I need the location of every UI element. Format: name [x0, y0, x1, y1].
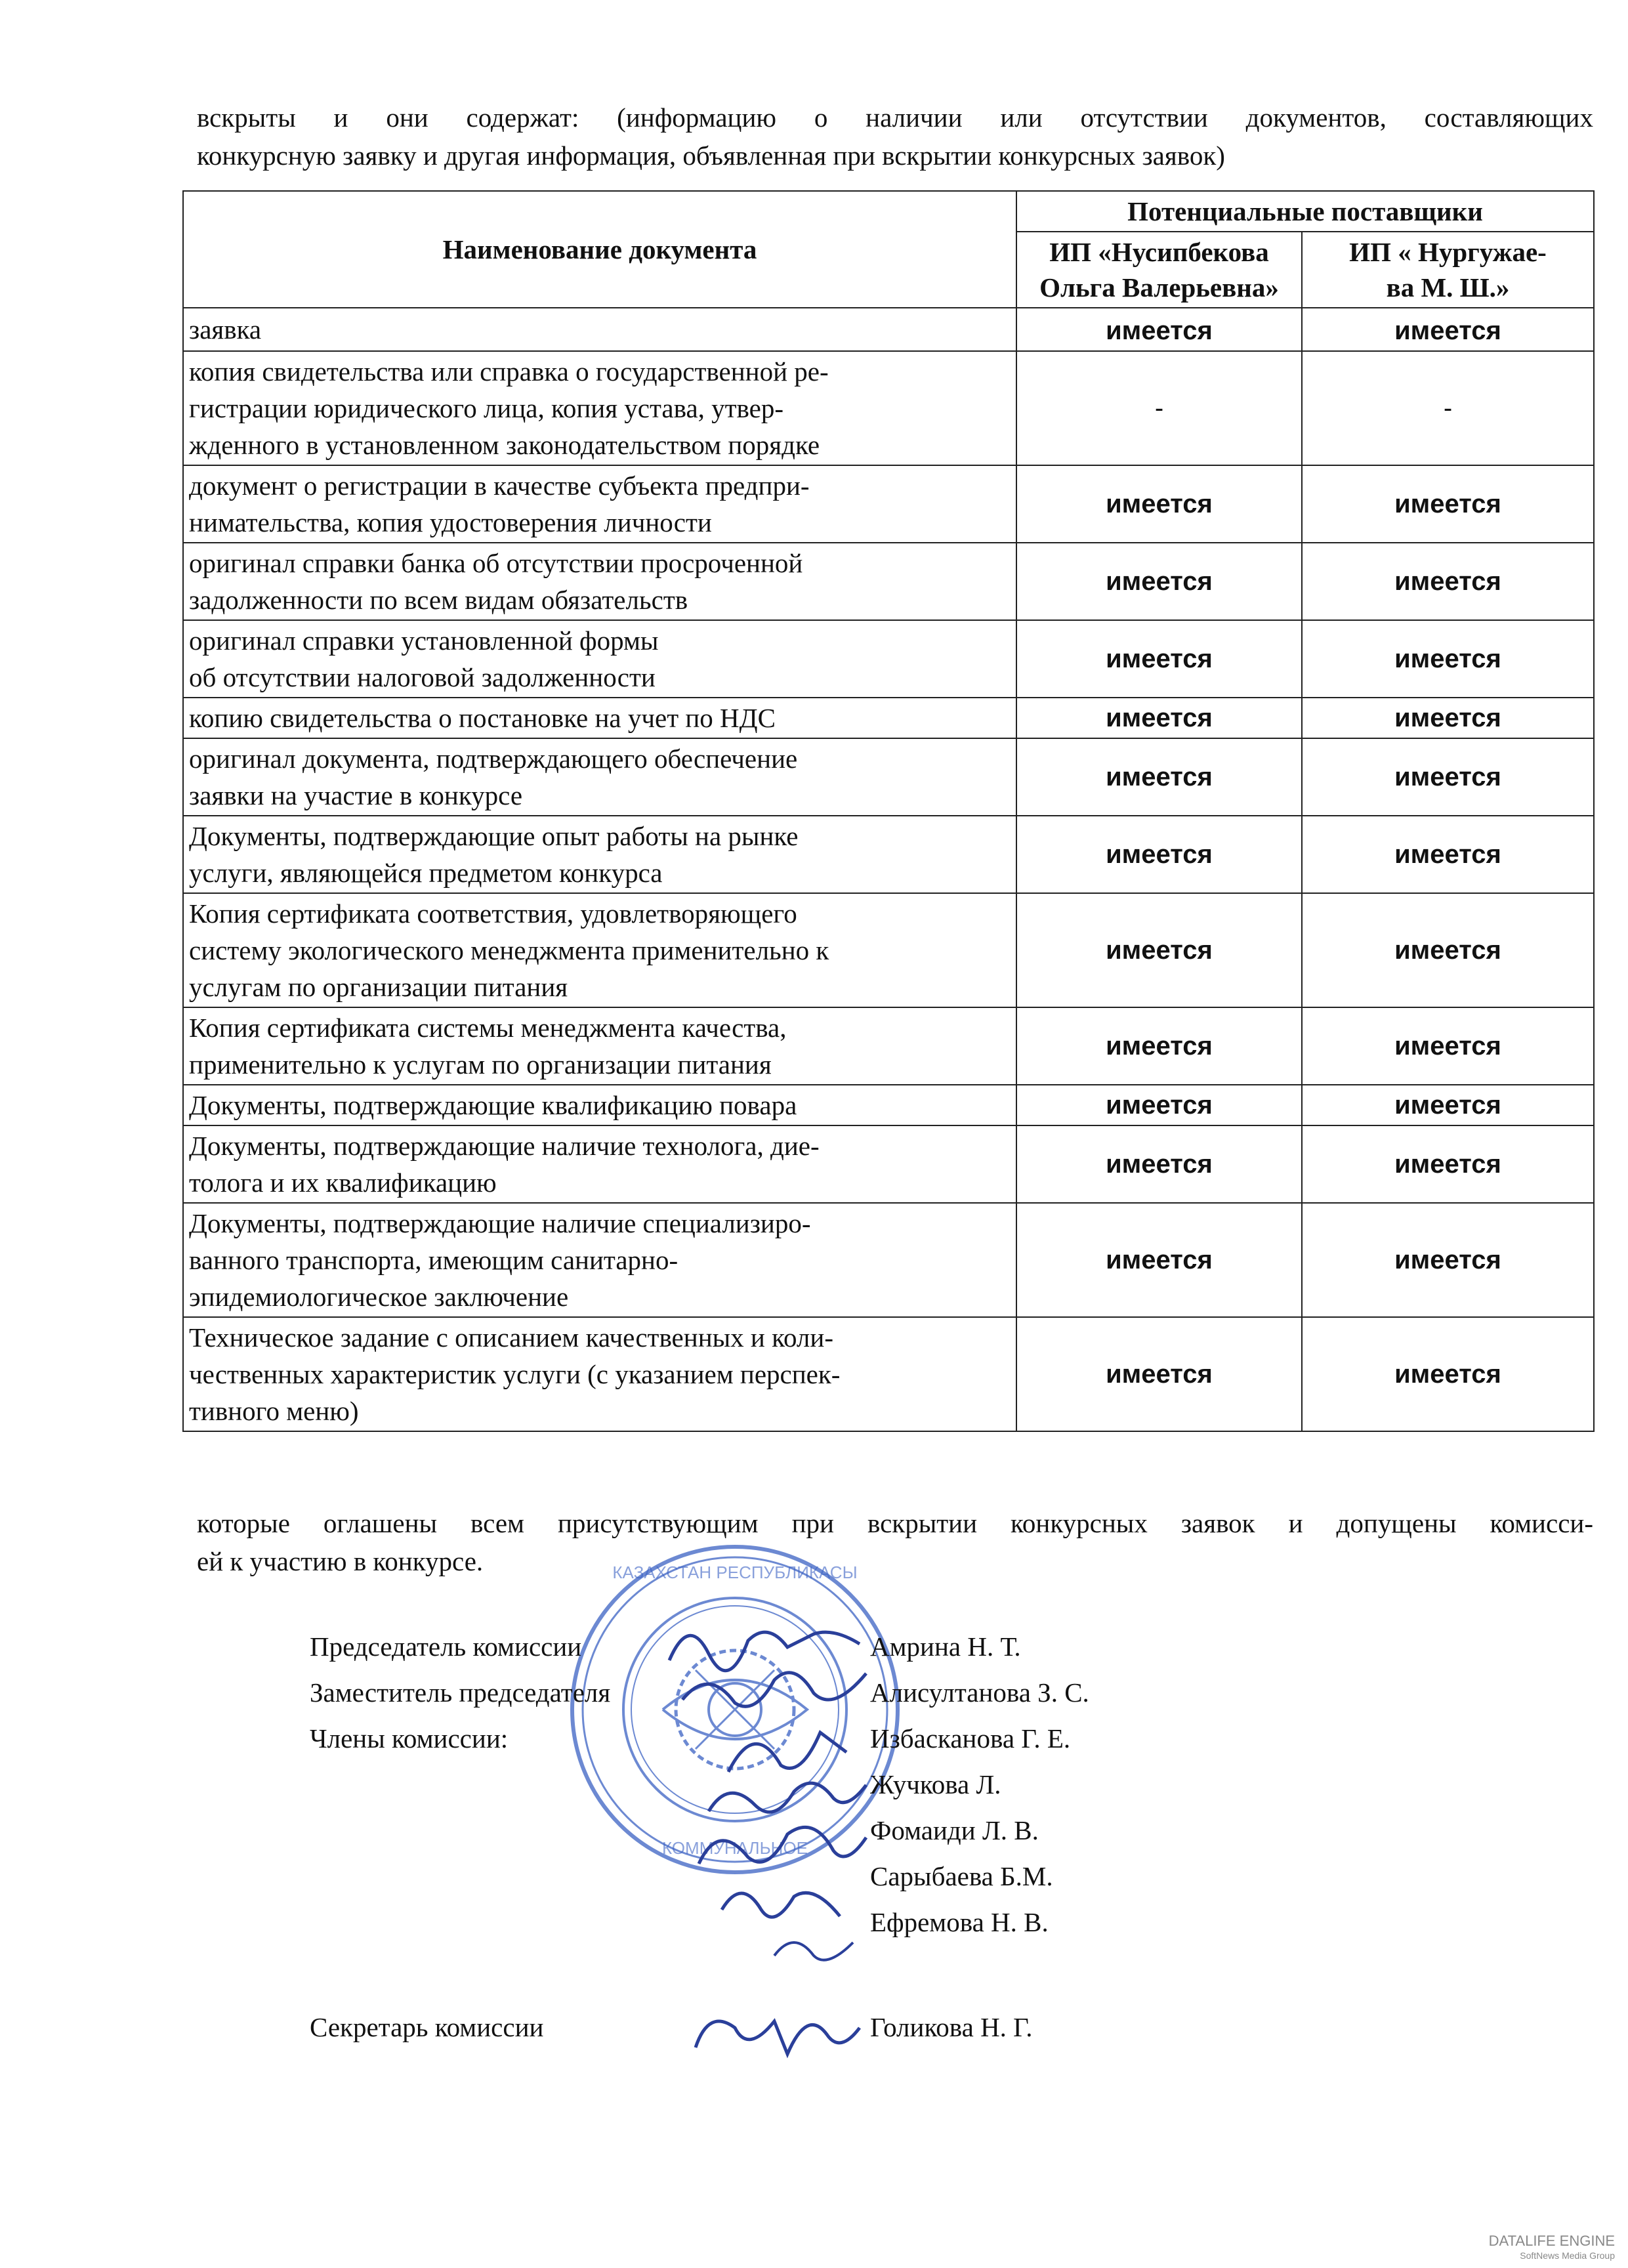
document-name-line: Документы, подтверждающие квалификацию повара — [189, 1090, 797, 1120]
secretary-label: Секретарь комиссии — [310, 2012, 544, 2042]
svg-text:КАЗАХСТАН РЕСПУБЛИКАСЫ: КАЗАХСТАН РЕСПУБЛИКАСЫ — [612, 1563, 858, 1582]
document-name-line: чественных характеристик услуги (с указанием перспек- — [189, 1359, 841, 1389]
document-name-line: систему экологического менеджмента применительно к — [189, 935, 829, 965]
document-name-cell — [183, 738, 1016, 816]
supplier-1-status: имеется — [1016, 1317, 1302, 1431]
table-row — [183, 816, 1594, 893]
document-name-line: применительно к услугам по организации питания — [189, 1049, 772, 1080]
document-name-cell — [183, 1007, 1016, 1085]
document-name-line: документ о регистрации в качестве субъекта предпри- — [189, 471, 810, 501]
document-name-cell — [183, 351, 1016, 465]
closing-line-1: которые оглашены всем присутствующим при вскрытии конкурсных заявок и допущены комисси- — [197, 1508, 1593, 1538]
header-supplier-2 — [1302, 232, 1594, 308]
supplier-1-status: имеется — [1016, 698, 1302, 738]
document-name-cell — [183, 816, 1016, 893]
deputy-name: Алисултанова З. С. — [870, 1677, 1089, 1708]
chair-label: Председатель комиссии — [310, 1631, 582, 1662]
table-row — [183, 1317, 1594, 1431]
supplier-1-status: имеется — [1016, 543, 1302, 620]
supplier-2-status: - — [1302, 351, 1594, 465]
supplier-2-status: имеется — [1302, 1317, 1594, 1431]
document-name-line: копию свидетельства о постановке на учет по НДС — [189, 703, 776, 733]
document-name-cell — [183, 308, 1016, 351]
supplier-1-status: - — [1016, 351, 1302, 465]
document-name-line: задолженности по всем видам обязательств — [189, 585, 688, 615]
intro-paragraph — [197, 98, 1593, 175]
supplier-1-status: имеется — [1016, 1125, 1302, 1203]
signature-member-5 — [768, 1923, 860, 1975]
supplier-2-status: имеется — [1302, 620, 1594, 698]
supplier-2-status: имеется — [1302, 465, 1594, 543]
member-name-2: Жучкова Л. — [870, 1769, 1001, 1799]
document-name-line: Документы, подтверждающие опыт работы на рынке — [189, 821, 799, 851]
member-name-3: Фомаиди Л. В. — [870, 1815, 1039, 1845]
supplier-1-status: имеется — [1016, 1085, 1302, 1125]
document-name-cell — [183, 698, 1016, 738]
document-name-line: услугам по организации питания — [189, 972, 568, 1002]
member-name-5: Ефремова Н. В. — [870, 1907, 1049, 1937]
document-name-line: нимательства, копия удостоверения личности — [189, 507, 712, 537]
document-name-cell — [183, 543, 1016, 620]
table-row — [183, 1125, 1594, 1203]
secretary-name: Голикова Н. Г. — [870, 2012, 1033, 2042]
document-name-line: ванного транспорта, имеющим санитарно- — [189, 1245, 678, 1275]
deputy-label: Заместитель председателя — [310, 1677, 611, 1708]
table-row — [183, 465, 1594, 543]
header-supplier-1 — [1016, 232, 1302, 308]
supplier-2-line-2: ва М. Ш.» — [1386, 272, 1510, 303]
supplier-2-line-1: ИП « Нургужае- — [1349, 237, 1547, 267]
document-name-line: заявка — [189, 314, 262, 345]
document-name-line: Техническое задание с описанием качественных и коли- — [189, 1322, 833, 1353]
table-row — [183, 1007, 1594, 1085]
document-name-line: заявки на участие в конкурсе — [189, 780, 523, 810]
supplier-2-status: имеется — [1302, 698, 1594, 738]
supplier-2-status: имеется — [1302, 1125, 1594, 1203]
supplier-1-status: имеется — [1016, 620, 1302, 698]
table-row — [183, 698, 1594, 738]
supplier-2-status: имеется — [1302, 893, 1594, 1007]
chair-name: Амрина Н. Т. — [870, 1631, 1021, 1662]
document-name-line: Копия сертификата системы менеджмента качества, — [189, 1013, 787, 1043]
document-name-cell — [183, 620, 1016, 698]
document-name-line: тивного меню) — [189, 1396, 359, 1426]
document-name-cell — [183, 1125, 1016, 1203]
document-name-line: толога и их квалификацию — [189, 1167, 497, 1198]
document-name-line: оригинал документа, подтверждающего обеспечение — [189, 744, 798, 774]
supplier-2-status: имеется — [1302, 1085, 1594, 1125]
table-row — [183, 738, 1594, 816]
supplier-1-line-1: ИП «Нусипбекова — [1049, 237, 1269, 267]
table-row — [183, 893, 1594, 1007]
document-name-line: Копия сертификата соответствия, удовлетворяющего — [189, 898, 797, 929]
document-name-cell — [183, 1203, 1016, 1317]
document-name-line: оригинал справки банка об отсутствии просроченной — [189, 548, 803, 578]
members-label: Члены комиссии: — [310, 1723, 509, 1754]
table-row — [183, 1203, 1594, 1317]
supplier-1-status: имеется — [1016, 1203, 1302, 1317]
signature-secretary — [682, 1995, 866, 2074]
document-name-line: гистрации юридического лица, копия устава, утвер- — [189, 393, 784, 423]
supplier-1-line-2: Ольга Валерьевна» — [1039, 272, 1279, 303]
document-name-line: Документы, подтверждающие наличие специализиро- — [189, 1208, 811, 1238]
table-row — [183, 308, 1594, 351]
document-name-cell — [183, 1317, 1016, 1431]
intro-line-1: вскрыты и они содержат: (информацию о наличии или отсутствии документов, составляющих — [197, 102, 1593, 133]
supplier-2-status: имеется — [1302, 308, 1594, 351]
document-name-line: об отсутствии налоговой задолженности — [189, 662, 656, 692]
closing-line-2: ей к участию в конкурсе. — [197, 1546, 484, 1576]
supplier-2-status: имеется — [1302, 816, 1594, 893]
footer-logo-sub: SoftNews Media Group — [1520, 2250, 1615, 2261]
supplier-1-status: имеется — [1016, 308, 1302, 351]
svg-text:КОММУНАЛЬНОЕ: КОММУНАЛЬНОЕ — [661, 1838, 808, 1858]
document-name-cell — [183, 465, 1016, 543]
document-name-line: эпидемиологическое заключение — [189, 1282, 569, 1312]
table-row — [183, 543, 1594, 620]
footer-logo-text: DATALIFE ENGINE — [1488, 2233, 1615, 2249]
supplier-2-status: имеется — [1302, 543, 1594, 620]
header-suppliers: Потенциальные поставщики — [1016, 191, 1594, 232]
document-name-cell — [183, 893, 1016, 1007]
supplier-2-status: имеется — [1302, 738, 1594, 816]
table-row — [183, 1085, 1594, 1125]
supplier-1-status: имеется — [1016, 893, 1302, 1007]
document-name-cell — [183, 1085, 1016, 1125]
document-name-line: жденного в установленном законодательством порядке — [189, 430, 820, 460]
footer-watermark — [1489, 2234, 1615, 2263]
document-name-line: копия свидетельства или справка о государственной ре- — [189, 356, 829, 387]
document-name-line: оригинал справки установленной формы — [189, 625, 659, 656]
supplier-1-status: имеется — [1016, 738, 1302, 816]
document-name-line: Документы, подтверждающие наличие технолога, дие- — [189, 1131, 820, 1161]
supplier-1-status: имеется — [1016, 1007, 1302, 1085]
document-name-line: услуги, являющейся предметом конкурса — [189, 858, 663, 888]
documents-table — [182, 190, 1595, 1432]
supplier-2-status: имеется — [1302, 1203, 1594, 1317]
table-row — [183, 620, 1594, 698]
member-name-4: Сарыбаева Б.М. — [870, 1861, 1053, 1891]
member-name-1: Избасканова Г. Е. — [870, 1723, 1071, 1754]
table-row — [183, 351, 1594, 465]
supplier-1-status: имеется — [1016, 465, 1302, 543]
supplier-1-status: имеется — [1016, 816, 1302, 893]
intro-line-2: конкурсную заявку и другая информация, объявленная при вскрытии конкурсных заявок) — [197, 140, 1225, 171]
supplier-2-status: имеется — [1302, 1007, 1594, 1085]
header-document-name: Наименование документа — [183, 191, 1016, 308]
